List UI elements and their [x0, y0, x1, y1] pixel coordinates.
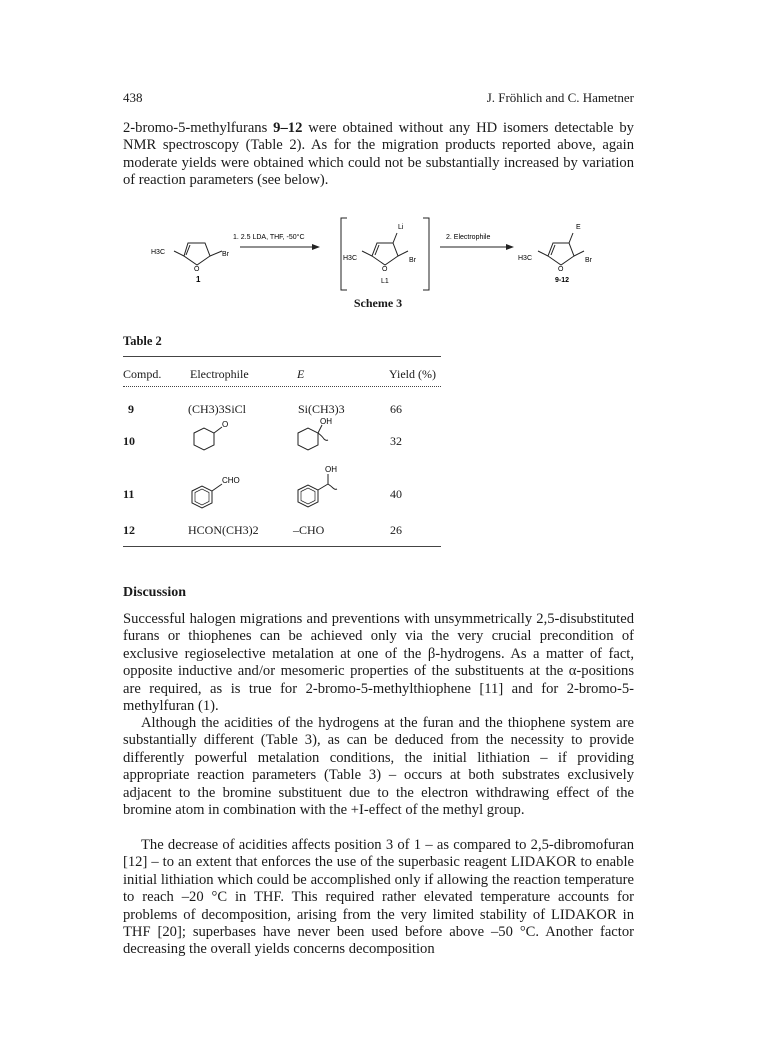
mid-o: O: [382, 266, 388, 273]
discussion-paragraph-2: Although the acidities of the hydrogens at the furan and the thiophene system are substantially different (Table 3), as can be deduced from the necessity to provide differently powerful metalation conditions, the initial lithiation – if providing appropriate reaction parameters (Table 3) – occurs at both substrates exclusively adjacent to the bromine substituent due to the electron withdrawing effect of the bromine atom in combination with the +I-effect of the methyl group.: [123, 715, 634, 819]
e-12: –CHO: [293, 523, 325, 537]
e-label: E: [576, 224, 581, 231]
oh-label: OH: [320, 417, 332, 426]
benzaldehyde-structure: [180, 470, 250, 516]
product-o: O: [558, 266, 564, 273]
li-label: Li: [398, 224, 404, 231]
intro-post: were obtained without any HD isomers detectable by NMR spectroscopy (Table 2). As for the migration products reported above, again moderate yields were obtained which could not be substantially increased by variation of reaction parameters (see below).: [123, 120, 634, 189]
table-header-rule: [123, 386, 441, 387]
start-h3c: H3C: [151, 249, 166, 256]
hydroxycyclohexyl-structure: [290, 414, 350, 458]
compd-11: 11: [123, 487, 135, 501]
yield-9: 66: [390, 402, 402, 416]
start-o: O: [194, 266, 200, 273]
header-yield: Yield (%): [389, 367, 436, 381]
table-top-rule: [123, 356, 441, 357]
discussion-heading: Discussion: [123, 585, 187, 600]
bracket-right: [423, 218, 429, 290]
hydroxybenzyl-structure: [290, 462, 360, 512]
compd-9: 9: [128, 402, 134, 416]
arrow-1-head: [312, 244, 320, 250]
cho-label: CHO: [222, 476, 240, 485]
furan-intermediate: [362, 233, 408, 265]
yield-10: 32: [390, 434, 402, 448]
label-intermediate: L1: [381, 278, 389, 285]
label-product: 9-12: [555, 277, 570, 284]
arrow-2-head: [506, 244, 514, 250]
running-header-authors: J. Fröhlich and C. Hametner: [486, 90, 634, 105]
header-compd: Compd.: [123, 367, 162, 381]
header-electrophile: Electrophile: [190, 367, 249, 381]
step2-conditions: 2. Electrophile: [446, 234, 491, 241]
table-bottom-rule: [123, 546, 441, 547]
electrophile-9: (CH3)3SiCl: [188, 402, 247, 416]
step1-conditions: 1. 2.5 LDA, THF, -50°C: [233, 234, 305, 241]
product-h3c: H3C: [518, 255, 533, 262]
compd-12: 12: [123, 523, 135, 537]
page-number: 438: [123, 90, 143, 105]
o-label: O: [222, 420, 229, 429]
yield-12: 26: [390, 523, 402, 537]
scheme-caption: Scheme 3: [353, 296, 403, 310]
e-9: Si(CH3)3: [298, 402, 345, 416]
compd-10: 10: [123, 434, 135, 448]
product-br: Br: [585, 257, 592, 264]
discussion-paragraph-1: Successful halogen migrations and preventions with unsymmetrically 2,5-disubstituted furans or thiophenes can be achieved only via the very crucial precondition of exclusive regioselective metalation at one of the β-hydrogens. As a matter of fact, opposite inductive and/or mesomeric properties of the substituents at the α-positions are required, as is true for 2-bromo-5-methylthiophene [11] and for 2-bromo-5-methylfuran (1).: [123, 611, 634, 715]
mid-br: Br: [409, 257, 416, 264]
furan-start: [174, 243, 222, 265]
cyclohexanone-structure: [180, 418, 240, 458]
reaction-scheme: [0, 0, 757, 300]
compound-range: 9–12: [273, 120, 303, 136]
electrophile-12: HCON(CH3)2: [188, 523, 259, 537]
oh-label: OH: [325, 465, 337, 474]
furan-product: [538, 233, 584, 265]
start-br: Br: [222, 251, 229, 258]
discussion-paragraph-3: The decrease of acidities affects position 3 of 1 – as compared to 2,5-dibromofuran [12] – to an extent that enforces the use of the superbasic reagent LIDAKOR to enable initial lithiation which could be accomplished only if allowing the reaction temperature to reach –20 °C in THF. This required rather elevated temperature accounts for problems of decomposition, arising from the very limited stability of LIDAKOR in THF [20]; superbases have never been used before above –50 °C. Another factor decreasing the overall yields concerns decomposition: [123, 837, 634, 958]
intro-pre: 2-bromo-5-methylfurans: [123, 120, 274, 136]
mid-h3c: H3C: [343, 255, 358, 262]
yield-11: 40: [390, 487, 402, 501]
bracket-left: [341, 218, 347, 290]
label-start: 1: [196, 275, 201, 284]
header-e: E: [297, 367, 305, 381]
table-title: Table 2: [123, 334, 162, 348]
